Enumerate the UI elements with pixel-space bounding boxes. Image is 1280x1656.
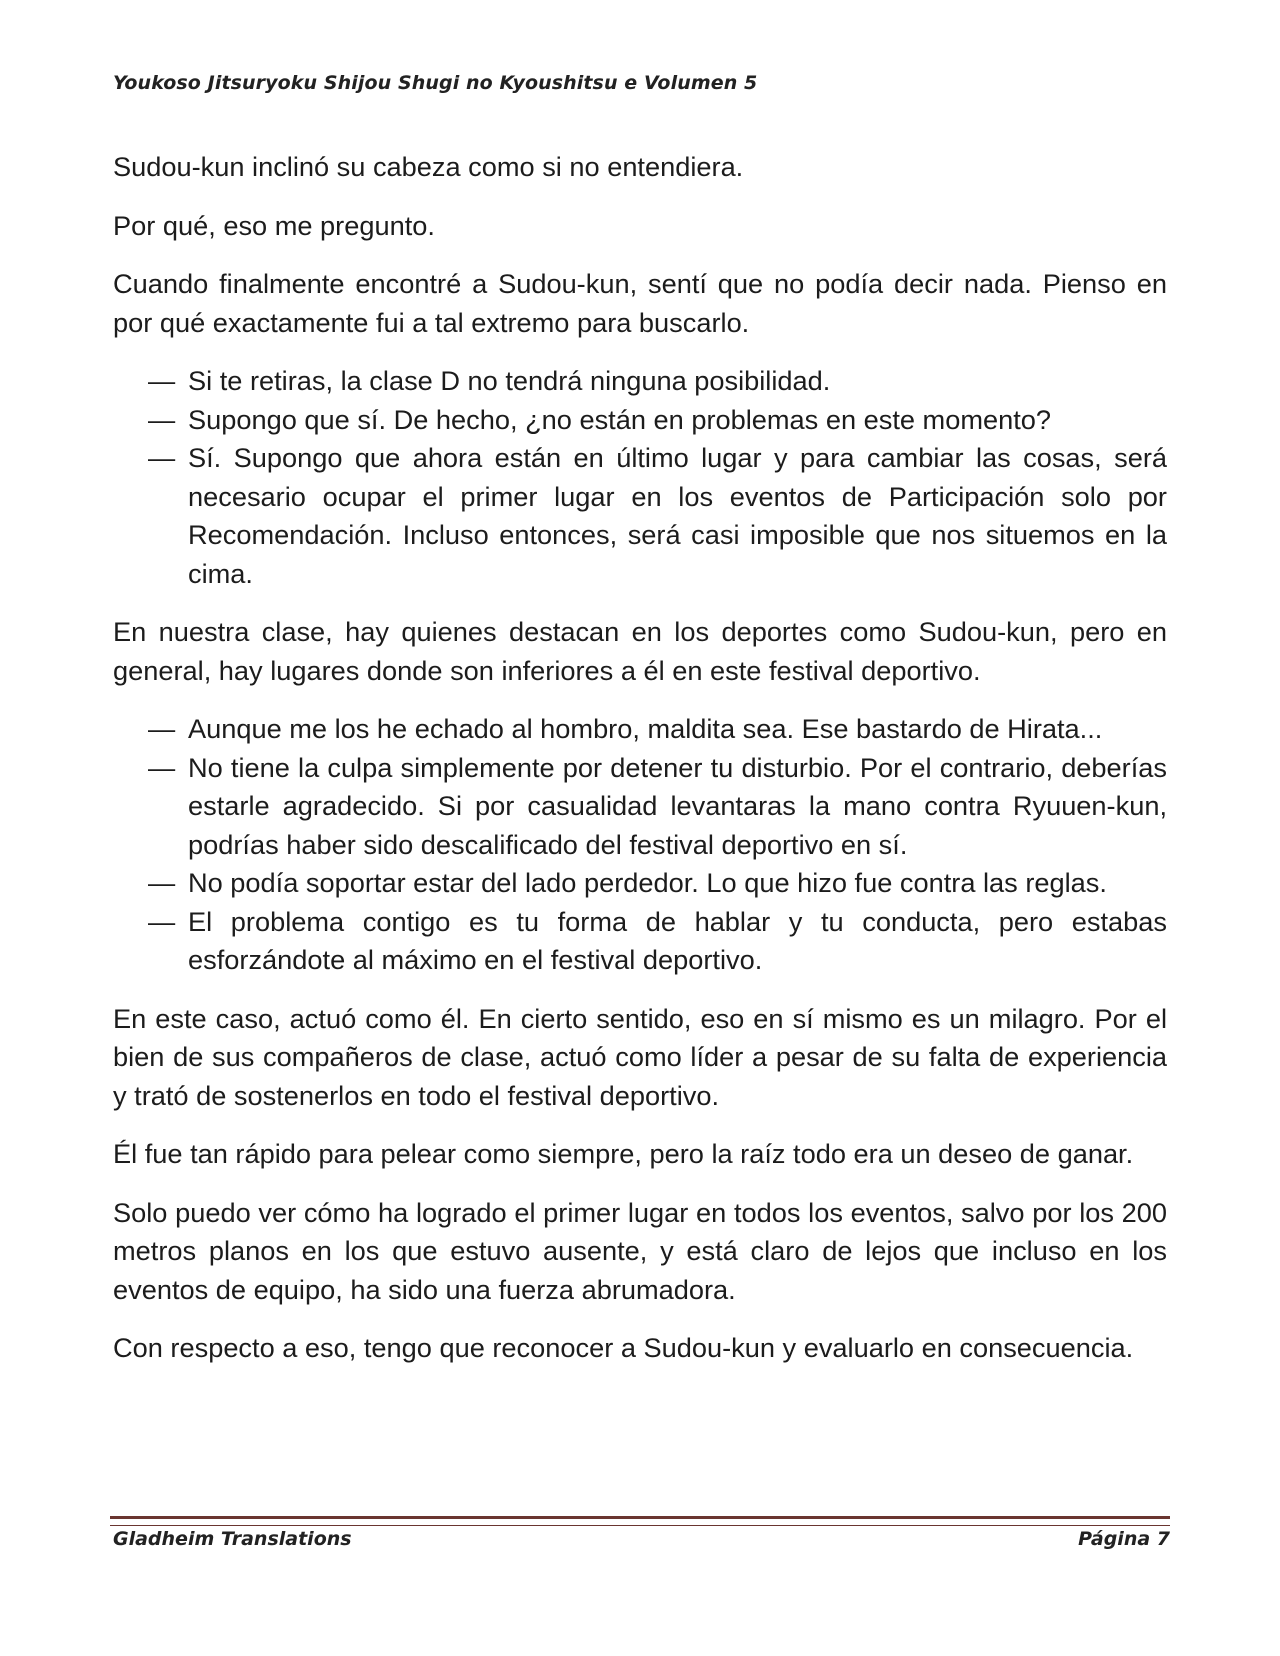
em-dash: — xyxy=(148,442,176,473)
running-header-title: Youkoso Jitsuryoku Shijou Shugi no Kyoushitsu e Volumen 5 xyxy=(113,72,758,94)
paragraph: Sudou-kun inclinó su cabeza como si no entendiera. xyxy=(113,151,744,182)
paragraph: Solo puedo ver cómo ha logrado el primer lugar en todos los eventos, salvo por los 200 metros planos en los que estuvo ausente, y está claro de lejos que incluso en los eventos de equipo, ha sido una fuerza abrumadora. xyxy=(113,1196,1167,1305)
footer-page-number: Página 7 xyxy=(1078,1528,1170,1550)
paragraph: En este caso, actuó como él. En cierto sentido, eso en sí mismo es un milagro. Por el bien de sus compañeros de clase, actuó como líder a pesar de su falta de experiencia y trató de sostenerlos en todo el festival deportivo. xyxy=(113,1002,1167,1111)
dialogue-text: No tiene la culpa simplemente por detener tu disturbio. Por el contrario, deberías estarle agradecido. Si por casualidad levantaras la mano contra Ryuuen-kun, podrías haber sido descalificado del festival deportivo en sí. xyxy=(188,751,1167,860)
em-dash: — xyxy=(148,403,176,435)
footer-divider xyxy=(110,1516,1170,1526)
dialogue-text: Sí. Supongo que ahora están en último lugar y para cambiar las cosas, será necesario ocupar el primer lugar en los eventos de Participación solo por Recomendación. Incluso entonces, será casi imposible que nos situemos en la cima. xyxy=(188,442,1167,589)
dialogue-line xyxy=(148,362,1167,401)
dialogue-line xyxy=(148,903,1167,980)
dialogue-block xyxy=(113,362,1167,593)
dialogue-line xyxy=(148,749,1167,865)
em-dash: — xyxy=(148,867,176,898)
footer-translator-credit: Gladheim Translations xyxy=(113,1528,352,1550)
em-dash: — xyxy=(148,713,176,744)
dialogue-block xyxy=(113,710,1167,980)
paragraph: Con respecto a eso, tengo que reconocer a Sudou-kun y evaluarlo en consecuencia. xyxy=(113,1332,1134,1363)
paragraph: Él fue tan rápido para pelear como siempre, pero la raíz todo era un deseo de ganar. xyxy=(113,1138,1134,1169)
dialogue-line xyxy=(148,401,1167,440)
em-dash: — xyxy=(148,365,176,396)
dialogue-line xyxy=(148,864,1167,903)
dialogue-line xyxy=(148,439,1167,593)
em-dash: — xyxy=(148,905,176,937)
paragraph: En nuestra clase, hay quienes destacan en los deportes como Sudou-kun, pero en general, hay lugares donde son inferiores a él en este festival deportivo. xyxy=(113,616,1167,686)
dialogue-text: El problema contigo es tu forma de hablar y tu conducta, pero estabas esforzándote al máximo en el festival deportivo. xyxy=(188,905,1167,975)
dialogue-line xyxy=(148,710,1167,749)
dialogue-text: No podía soportar estar del lado perdedor. Lo que hizo fue contra las reglas. xyxy=(188,867,1107,898)
dialogue-text: Si te retiras, la clase D no tendrá ninguna posibilidad. xyxy=(188,365,831,396)
dialogue-text: Aunque me los he echado al hombro, maldita sea. Ese bastardo de Hirata... xyxy=(188,713,1103,744)
paragraph: Cuando finalmente encontré a Sudou-kun, sentí que no podía decir nada. Pienso en por qué exactamente fui a tal extremo para buscarlo. xyxy=(113,268,1167,338)
em-dash: — xyxy=(148,751,176,783)
dialogue-text: Supongo que sí. De hecho, ¿no están en problemas en este momento? xyxy=(188,403,1052,435)
paragraph: Por qué, eso me pregunto. xyxy=(113,209,435,241)
page-body xyxy=(113,148,1167,1388)
